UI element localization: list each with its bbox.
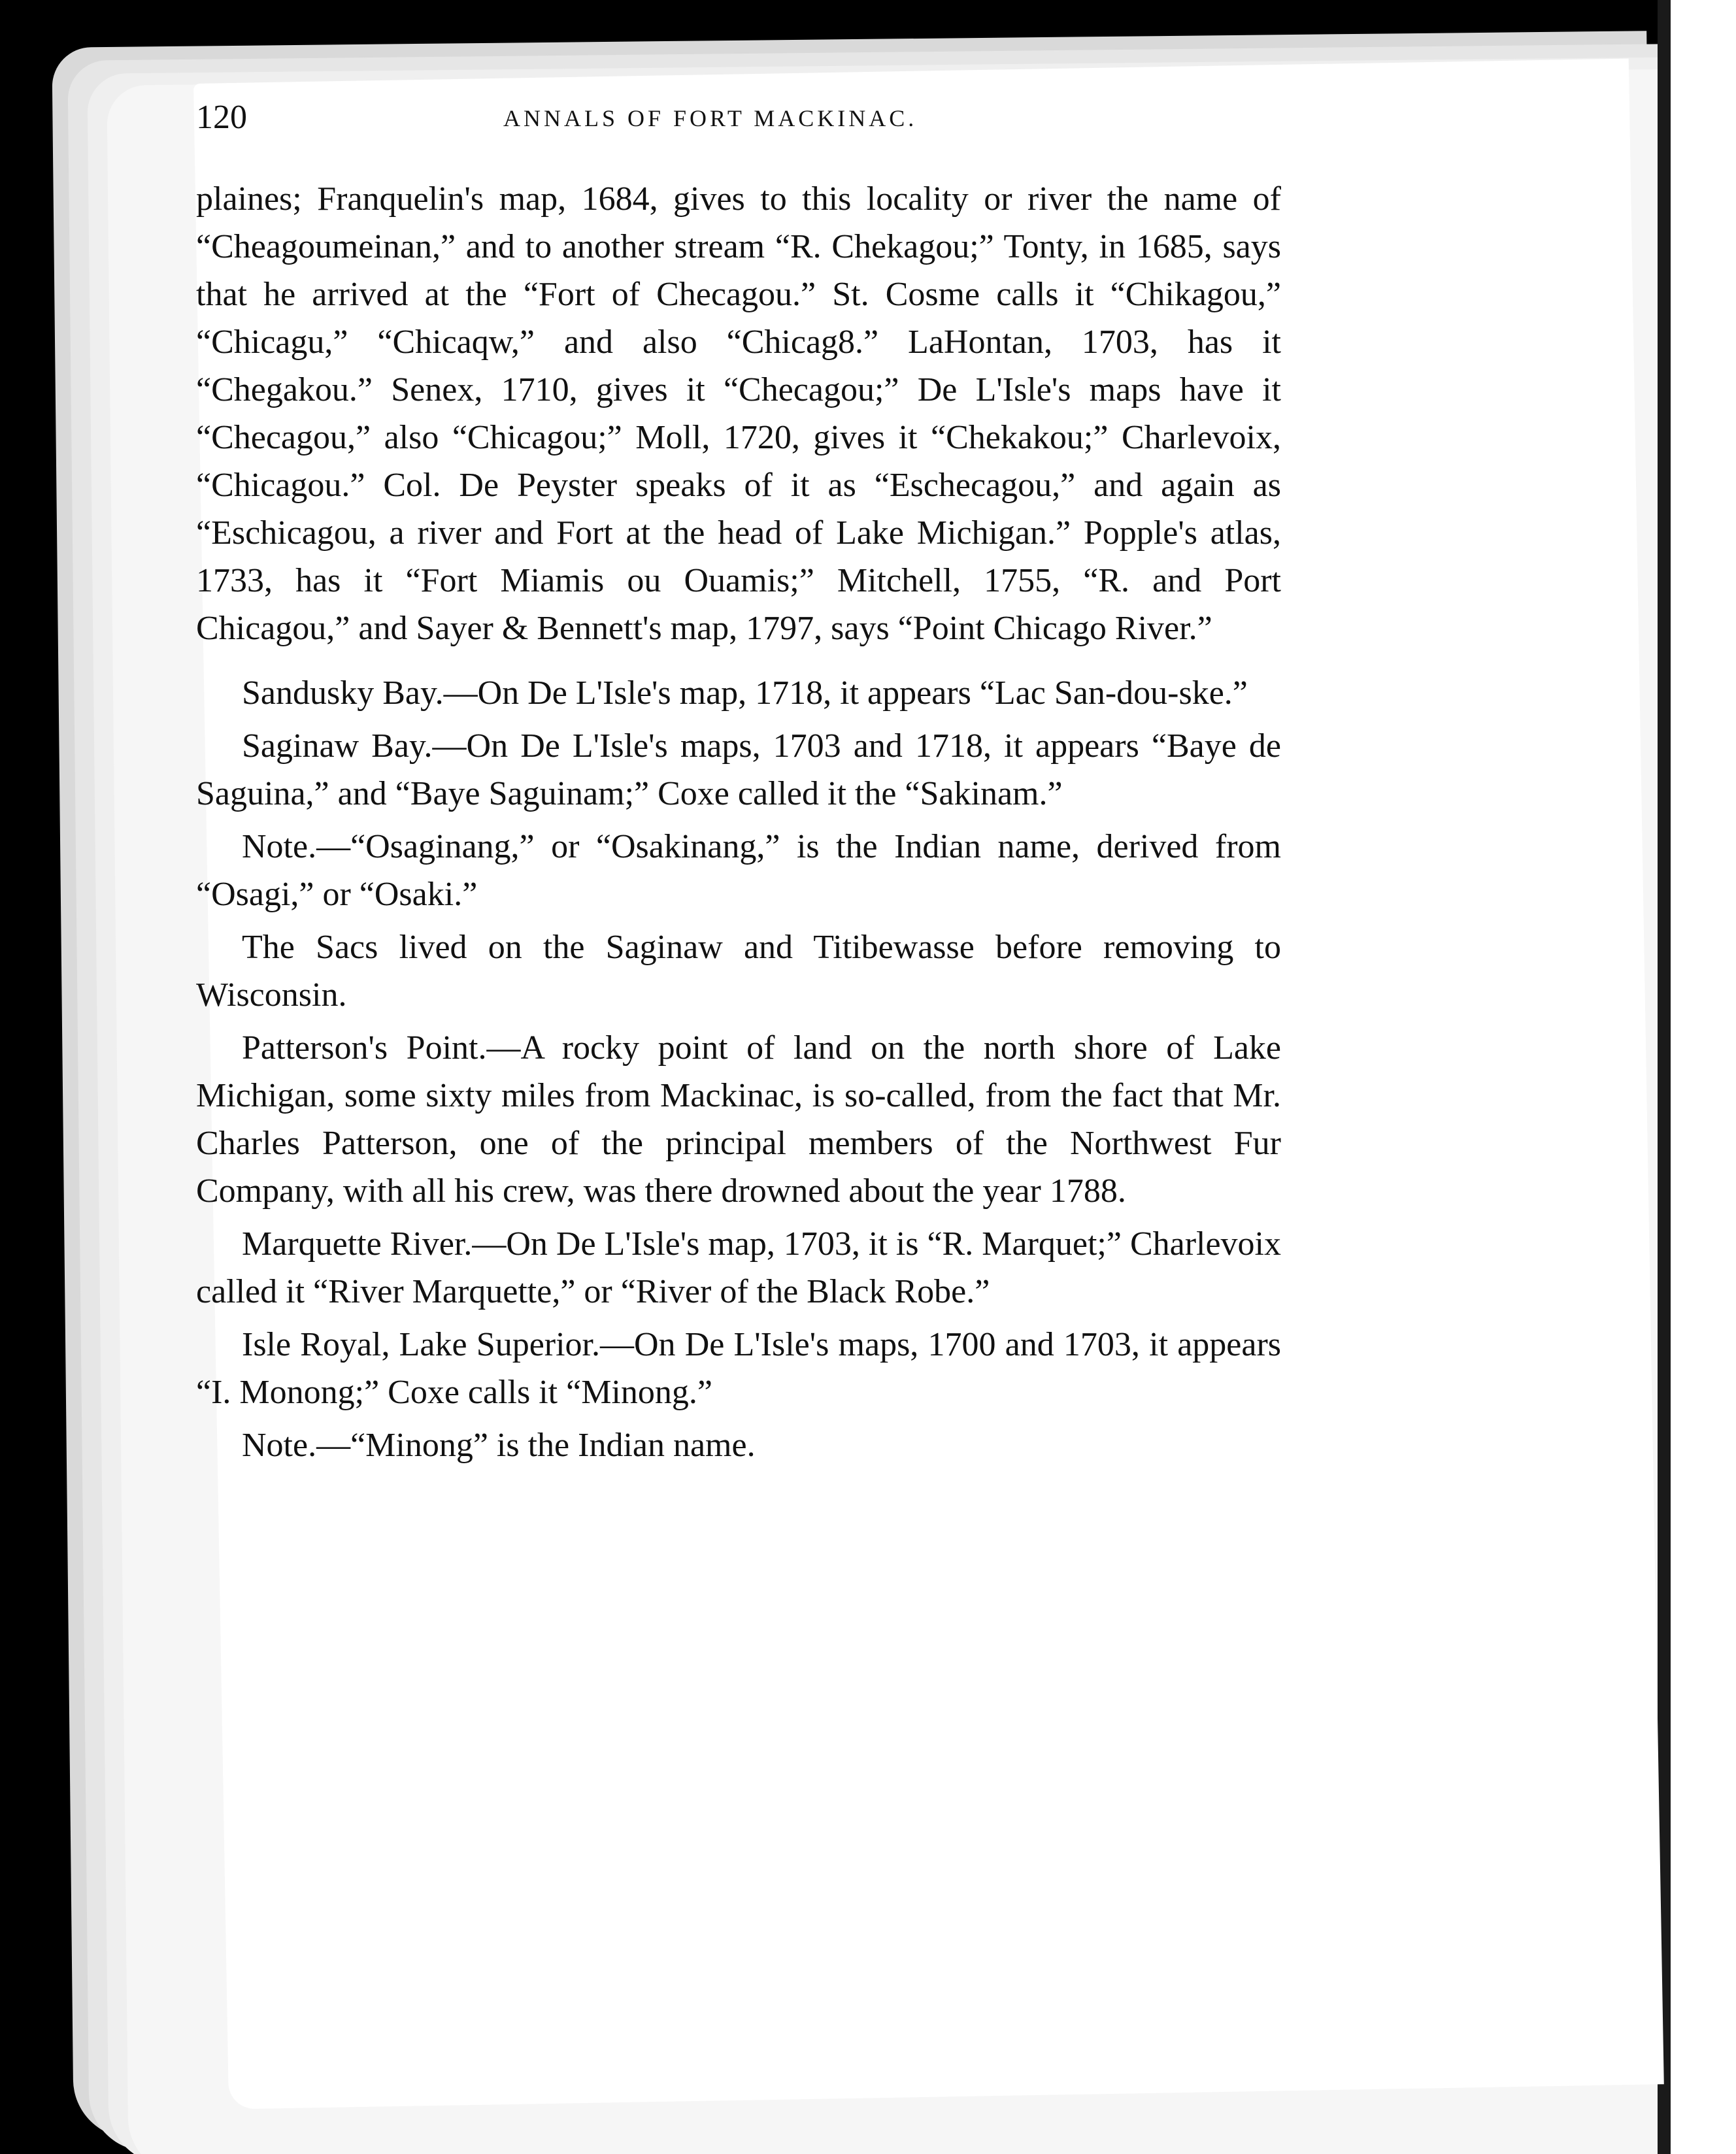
paragraph-marquette-river: Marquette River.—On De L'Isle's map, 1703, it is “R. Marquet;” Charlevoix called it “River Marquette,” or “River of the Black Robe.” xyxy=(196,1225,1281,1310)
paragraph-chicago-names: plaines; Franquelin's map, 1684, gives to this locality or river the name of “Cheagoumeinan,” and to another stream “R. Chekagou;” Tonty, in 1685, says that he arrived at the “Fort of Checagou.” St. Cosme calls it “Chikagou,” “Chicagu,” “Chicaqw,” and also “Chicag8.” LaHontan, 1703, has it “Chegakou.” Senex, 1710, gives it “Checagou;” De L'Isle's maps have it “Checagou,” also “Chicagou;” Moll, 1720, gives it “Chekakou;” Charlevoix, “Chicagou.” Col. De Peyster speaks of it as “Eschecagou,” and again as “Eschicagou, a river and Fort at the head of Lake Michigan.” Popple's atlas, 1733, has it “Fort Miamis ou Ouamis;” Mitchell, 1755, “R. and Port Chicagou,” and Sayer & Bennett's map, 1797, says “Point Chicago River.” xyxy=(196,180,1281,647)
page-header xyxy=(196,98,1307,150)
paragraph-sacs: The Sacs lived on the Saginaw and Titibewasse before removing to Wisconsin. xyxy=(196,929,1281,1014)
paragraph-isle-royal: Isle Royal, Lake Superior.—On De L'Isle's maps, 1700 and 1703, it appears “I. Monong;” Coxe calls it “Minong.” xyxy=(196,1326,1281,1411)
page-number: 120 xyxy=(196,99,247,136)
body-text xyxy=(196,175,1281,1474)
paragraph-note-osaginang: Note.—“Osaginang,” or “Osakinang,” is the Indian name, derived from “Osagi,” or “Osaki.” xyxy=(196,828,1281,913)
paragraph-note-minong: Note.—“Minong” is the Indian name. xyxy=(242,1427,756,1464)
facing-page-edge xyxy=(1658,0,1736,2154)
running-head: ANNALS OF FORT MACKINAC. xyxy=(503,105,918,131)
paragraph-sandusky-bay: Sandusky Bay.—On De L'Isle's map, 1718, it appears “Lac San-dou-ske.” xyxy=(242,674,1248,712)
paragraph-pattersons-point: Patterson's Point.—A rocky point of land on the north shore of Lake Michigan, some sixty miles from Mackinac, is so-called, from the fact that Mr. Charles Patterson, one of the principal members of the Northwest Fur Company, with all his crew, was there drowned about the year 1788. xyxy=(196,1029,1281,1210)
paragraph-saginaw-bay: Saginaw Bay.—On De L'Isle's maps, 1703 and 1718, it appears “Baye de Saguina,” and “Baye Saguinam;” Coxe called it the “Sakinam.” xyxy=(196,727,1281,812)
